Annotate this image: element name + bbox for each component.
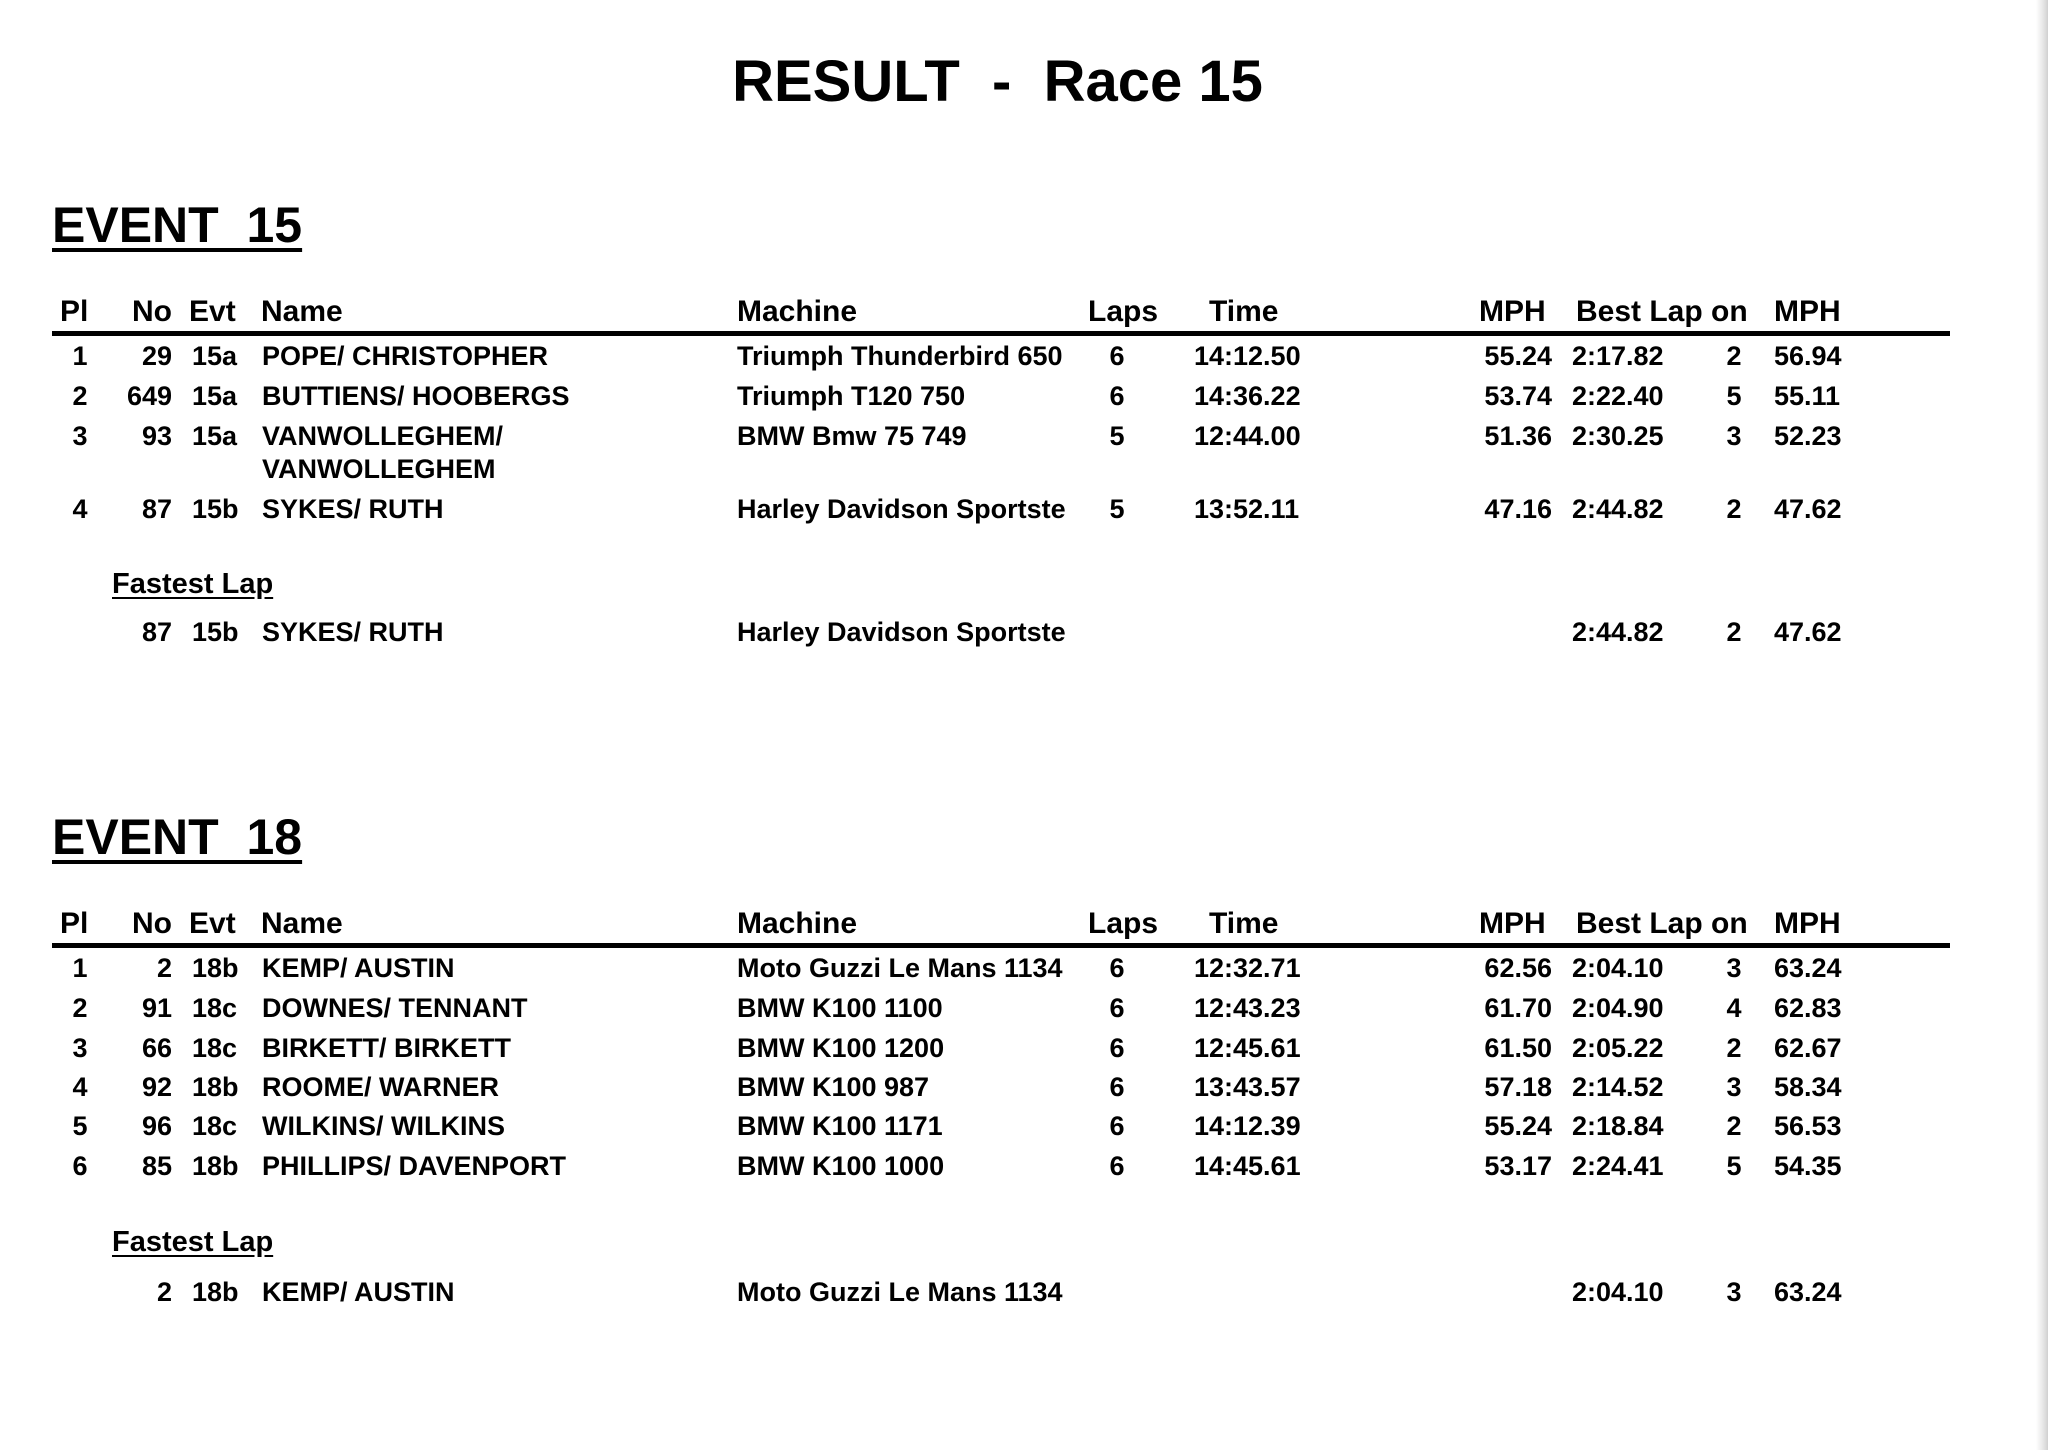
- event-heading: EVENT 18: [52, 809, 303, 865]
- table-row: [52, 1028, 1950, 1068]
- cell-pl: 6: [72, 1151, 88, 1181]
- col-pl: Pl: [60, 295, 89, 328]
- cell-best-lap: 2:24.41: [1572, 1151, 1664, 1181]
- cell-mph: 53.17: [1484, 1151, 1552, 1181]
- cell-best-lap: 2:05.22: [1572, 1033, 1664, 1063]
- cell-best-mph: 63.24: [1774, 953, 1842, 983]
- cell-best-lap: 2:04.10: [1572, 953, 1664, 983]
- cell-time: 14:36.22: [1194, 381, 1301, 411]
- col-machine: Machine: [737, 907, 858, 940]
- cell-laps: 6: [1109, 1072, 1125, 1102]
- col-best-lap-on: Best Lap on: [1576, 295, 1748, 328]
- cell-best-mph: 54.35: [1774, 1151, 1842, 1181]
- cell-time: 13:52.11: [1194, 494, 1300, 524]
- cell-mph: 62.56: [1484, 953, 1552, 983]
- cell-machine: BMW K100 1100: [737, 993, 943, 1023]
- col-machine: Machine: [737, 295, 858, 328]
- cell-mph: 57.18: [1484, 1072, 1552, 1102]
- cell-on: 2: [1726, 1111, 1742, 1141]
- cell-pl: 3: [72, 421, 88, 451]
- cell-mph: 53.74: [1484, 381, 1552, 411]
- col-no: No: [132, 907, 172, 940]
- cell-pl: 1: [72, 341, 88, 371]
- cell-name: BIRKETT/ BIRKETT: [262, 1033, 511, 1063]
- cell-mph: 61.50: [1484, 1033, 1552, 1063]
- cell-mph: 55.24: [1484, 1111, 1552, 1141]
- cell-on: 3: [1726, 1277, 1742, 1307]
- cell-mph: 55.24: [1484, 341, 1552, 371]
- cell-evt: 15a: [192, 421, 238, 451]
- cell-best-lap: 2:22.40: [1572, 381, 1664, 411]
- cell-best-mph: 52.23: [1774, 421, 1842, 451]
- cell-time: 12:45.61: [1194, 1033, 1301, 1063]
- cell-laps: 6: [1109, 1151, 1125, 1181]
- cell-best-lap: 2:44.82: [1572, 494, 1664, 524]
- cell-evt: 18c: [192, 1033, 238, 1063]
- col-evt: Evt: [189, 295, 236, 328]
- cell-machine: BMW K100 1171: [737, 1111, 943, 1141]
- cell-name: WILKINS/ WILKINS: [262, 1111, 505, 1141]
- cell-name: VANWOLLEGHEM/ VANWOLLEGHEM: [262, 421, 503, 484]
- cell-pl: 1: [72, 953, 88, 983]
- cell-name: SYKES/ RUTH: [262, 617, 444, 647]
- cell-laps: 5: [1109, 494, 1125, 524]
- cell-on: 5: [1726, 1151, 1742, 1181]
- col-name: Name: [261, 295, 343, 328]
- cell-pl: 3: [72, 1033, 88, 1063]
- cell-time: 12:43.23: [1194, 993, 1301, 1023]
- col-evt: Evt: [189, 907, 236, 940]
- event-heading: EVENT 15: [52, 197, 303, 253]
- cell-pl: 2: [72, 381, 88, 411]
- cell-machine: Moto Guzzi Le Mans 1134: [737, 1277, 1063, 1307]
- cell-machine: BMW K100 1000: [737, 1151, 945, 1181]
- cell-machine: Triumph T120 750: [737, 381, 966, 411]
- table-row: [52, 948, 1950, 988]
- cell-machine: Triumph Thunderbird 650: [737, 341, 1063, 371]
- col-mph: MPH: [1479, 907, 1546, 940]
- cell-on: 5: [1726, 381, 1742, 411]
- col-best-lap-on: Best Lap on: [1576, 907, 1748, 940]
- col-pl: Pl: [60, 907, 89, 940]
- cell-evt: 15a: [192, 381, 238, 411]
- cell-evt: 18b: [192, 1277, 239, 1307]
- cell-evt: 18b: [192, 1151, 239, 1181]
- table-row: [52, 416, 1950, 488]
- fastest-lap-row: [52, 612, 1950, 652]
- cell-laps: 6: [1109, 341, 1125, 371]
- cell-name: ROOME/ WARNER: [262, 1072, 500, 1102]
- cell-evt: 18b: [192, 1072, 239, 1102]
- cell-laps: 5: [1109, 421, 1125, 451]
- cell-no: 87: [141, 617, 172, 647]
- col-best-mph: MPH: [1774, 907, 1841, 940]
- cell-best-lap: 2:04.90: [1572, 993, 1664, 1023]
- cell-best-mph: 47.62: [1774, 617, 1842, 647]
- cell-name: KEMP/ AUSTIN: [262, 953, 455, 983]
- column-header-row: [52, 904, 1950, 944]
- cell-name: KEMP/ AUSTIN: [262, 1277, 455, 1307]
- table-row: [52, 988, 1950, 1028]
- event-section: [52, 196, 1950, 656]
- cell-machine: Harley Davidson Sportste: [737, 494, 1066, 524]
- cell-name: SYKES/ RUTH: [262, 494, 444, 524]
- col-mph: MPH: [1479, 295, 1546, 328]
- cell-on: 2: [1726, 341, 1742, 371]
- col-laps: Laps: [1088, 907, 1159, 940]
- fastest-lap-heading: Fastest Lap: [112, 568, 274, 600]
- cell-no: 93: [141, 421, 172, 451]
- cell-time: 14:12.50: [1194, 341, 1301, 371]
- cell-no: 2: [156, 953, 172, 983]
- cell-on: 3: [1726, 953, 1742, 983]
- cell-evt: 15b: [192, 494, 239, 524]
- cell-best-lap: 2:30.25: [1572, 421, 1664, 451]
- cell-no: 29: [141, 341, 172, 371]
- col-laps: Laps: [1088, 295, 1159, 328]
- cell-best-mph: 47.62: [1774, 494, 1842, 524]
- cell-best-lap: 2:17.82: [1572, 341, 1664, 371]
- table-row: [52, 1106, 1950, 1146]
- cell-evt: 18b: [192, 953, 239, 983]
- table-row: [52, 376, 1950, 416]
- cell-time: 12:44.00: [1194, 421, 1301, 451]
- cell-best-mph: 56.94: [1774, 341, 1842, 371]
- table-row: [52, 336, 1950, 376]
- cell-evt: 15a: [192, 341, 238, 371]
- cell-no: 649: [126, 381, 172, 411]
- cell-on: 2: [1726, 1033, 1742, 1063]
- cell-time: 14:45.61: [1194, 1151, 1301, 1181]
- cell-no: 96: [141, 1111, 172, 1141]
- cell-no: 85: [141, 1151, 172, 1181]
- cell-laps: 6: [1109, 1033, 1125, 1063]
- cell-no: 87: [141, 494, 172, 524]
- cell-laps: 6: [1109, 1111, 1125, 1141]
- table-row: [52, 489, 1950, 529]
- cell-name: POPE/ CHRISTOPHER: [262, 341, 549, 371]
- cell-time: 13:43.57: [1194, 1072, 1301, 1102]
- cell-laps: 6: [1109, 993, 1125, 1023]
- cell-mph: 51.36: [1484, 421, 1552, 451]
- cell-machine: BMW K100 987: [737, 1072, 930, 1102]
- cell-best-lap: 2:18.84: [1572, 1111, 1664, 1141]
- table-row: [52, 1146, 1950, 1186]
- cell-machine: BMW K100 1200: [737, 1033, 945, 1063]
- table-row: [52, 1067, 1950, 1107]
- cell-name: PHILLIPS/ DAVENPORT: [262, 1151, 567, 1181]
- cell-best-lap: 2:44.82: [1572, 617, 1664, 647]
- cell-on: 2: [1726, 494, 1742, 524]
- col-best-mph: MPH: [1774, 295, 1841, 328]
- cell-pl: 4: [72, 1072, 88, 1102]
- cell-evt: 15b: [192, 617, 239, 647]
- cell-machine: Moto Guzzi Le Mans 1134: [737, 953, 1063, 983]
- cell-on: 4: [1726, 993, 1742, 1023]
- cell-on: 3: [1726, 421, 1742, 451]
- cell-pl: 2: [72, 993, 88, 1023]
- col-time: Time: [1209, 907, 1279, 940]
- cell-best-lap: 2:14.52: [1572, 1072, 1664, 1102]
- cell-machine: BMW Bmw 75 749: [737, 421, 967, 451]
- cell-mph: 47.16: [1484, 494, 1552, 524]
- cell-laps: 6: [1109, 953, 1125, 983]
- fastest-lap-heading: Fastest Lap: [112, 1226, 274, 1258]
- col-time: Time: [1209, 295, 1279, 328]
- cell-best-mph: 56.53: [1774, 1111, 1842, 1141]
- cell-no: 66: [141, 1033, 172, 1063]
- column-header-row: [52, 292, 1950, 332]
- cell-name: DOWNES/ TENNANT: [262, 993, 528, 1023]
- cell-evt: 18c: [192, 993, 238, 1023]
- cell-on: 2: [1726, 617, 1742, 647]
- cell-name: BUTTIENS/ HOOBERGS: [262, 381, 570, 411]
- col-name: Name: [261, 907, 343, 940]
- event-section: [52, 808, 1950, 1338]
- cell-pl: 4: [72, 494, 88, 524]
- cell-laps: 6: [1109, 381, 1125, 411]
- cell-evt: 18c: [192, 1111, 238, 1141]
- cell-no: 92: [141, 1072, 172, 1102]
- cell-time: 12:32.71: [1194, 953, 1301, 983]
- cell-best-mph: 58.34: [1774, 1072, 1842, 1102]
- cell-best-mph: 55.11: [1774, 381, 1841, 411]
- cell-on: 3: [1726, 1072, 1742, 1102]
- cell-mph: 61.70: [1484, 993, 1552, 1023]
- col-no: No: [132, 295, 172, 328]
- cell-no: 91: [141, 993, 172, 1023]
- cell-machine: Harley Davidson Sportste: [737, 617, 1066, 647]
- cell-best-lap: 2:04.10: [1572, 1277, 1664, 1307]
- cell-pl: 5: [72, 1111, 88, 1141]
- page-title: RESULT - Race 15: [732, 49, 1263, 114]
- cell-time: 14:12.39: [1194, 1111, 1301, 1141]
- cell-best-mph: 62.67: [1774, 1033, 1842, 1063]
- cell-best-mph: 62.83: [1774, 993, 1842, 1023]
- page-edge-shadow: [2036, 0, 2048, 1450]
- cell-no: 2: [156, 1277, 172, 1307]
- cell-best-mph: 63.24: [1774, 1277, 1842, 1307]
- fastest-lap-row: [52, 1272, 1950, 1312]
